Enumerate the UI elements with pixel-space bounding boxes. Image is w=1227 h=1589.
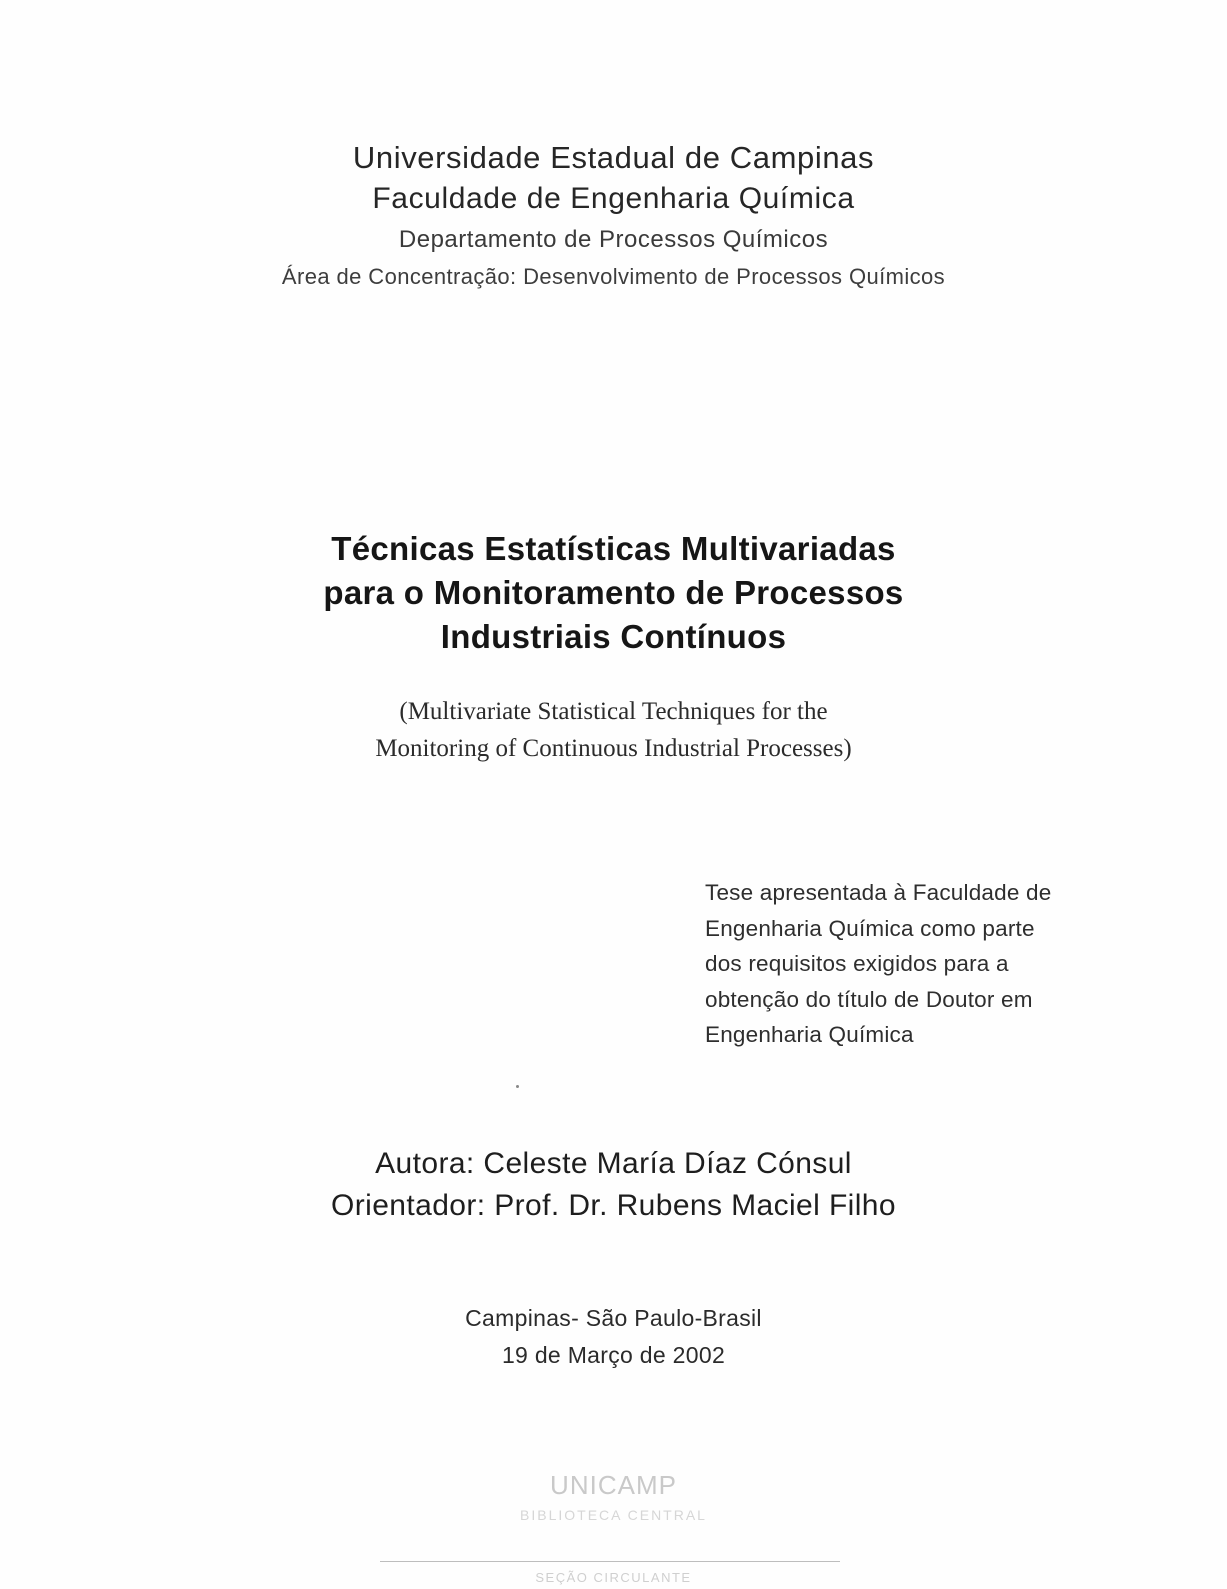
- library-stamp-main: UNICAMP: [550, 1470, 677, 1500]
- concentration-area: Área de Concentração: Desenvolvimento de Processos Químicos: [281, 263, 946, 289]
- advisor-name: Orientador: Prof. Dr. Rubens Maciel Filho: [331, 1189, 896, 1222]
- submission-statement: [705, 875, 1083, 1053]
- scan-ink-speck: [516, 1085, 519, 1088]
- library-stamp-rule: [380, 1561, 840, 1562]
- author-name: Autora: Celeste María Díaz Cónsul: [375, 1147, 852, 1180]
- institution-header: [0, 138, 1227, 293]
- library-stamp-bottom: SEÇÃO CIRCULANTE: [535, 1570, 692, 1585]
- statement-line-4: obtenção do título de Doutor em: [705, 986, 1033, 1012]
- university-name: Universidade Estadual de Campinas: [352, 140, 875, 175]
- document-title: [0, 527, 1227, 659]
- title-line-1: Técnicas Estatísticas Multivariadas: [331, 530, 896, 567]
- document-subtitle-translation: [0, 693, 1227, 767]
- statement-line-1: Tese apresentada à Faculdade de: [705, 880, 1052, 905]
- subtitle-line-1: (Multivariate Statistical Techniques for the: [399, 698, 828, 725]
- title-line-2: para o Monitoramento de Processos: [323, 573, 904, 611]
- title-line-3: Industriais Contínuos: [440, 617, 787, 655]
- place-and-date: [0, 1300, 1227, 1374]
- date-line: 19 de Março de 2002: [501, 1341, 726, 1368]
- faculty-name: Faculdade de Engenharia Química: [372, 181, 855, 215]
- department-name: Departamento de Processos Químicos: [398, 226, 829, 254]
- library-stamp: [0, 1470, 1227, 1523]
- place-line: Campinas- São Paulo-Brasil: [465, 1305, 762, 1331]
- subtitle-line-2: Monitoring of Continuous Industrial Processes): [375, 735, 852, 762]
- authorship-block: [0, 1143, 1227, 1227]
- statement-line-3: dos requisitos exigidos para a: [705, 951, 1009, 977]
- statement-line-2: Engenharia Química como parte: [705, 915, 1035, 941]
- statement-line-5: Engenharia Química: [705, 1022, 914, 1048]
- library-stamp-sub: BIBLIOTECA CENTRAL: [520, 1507, 707, 1523]
